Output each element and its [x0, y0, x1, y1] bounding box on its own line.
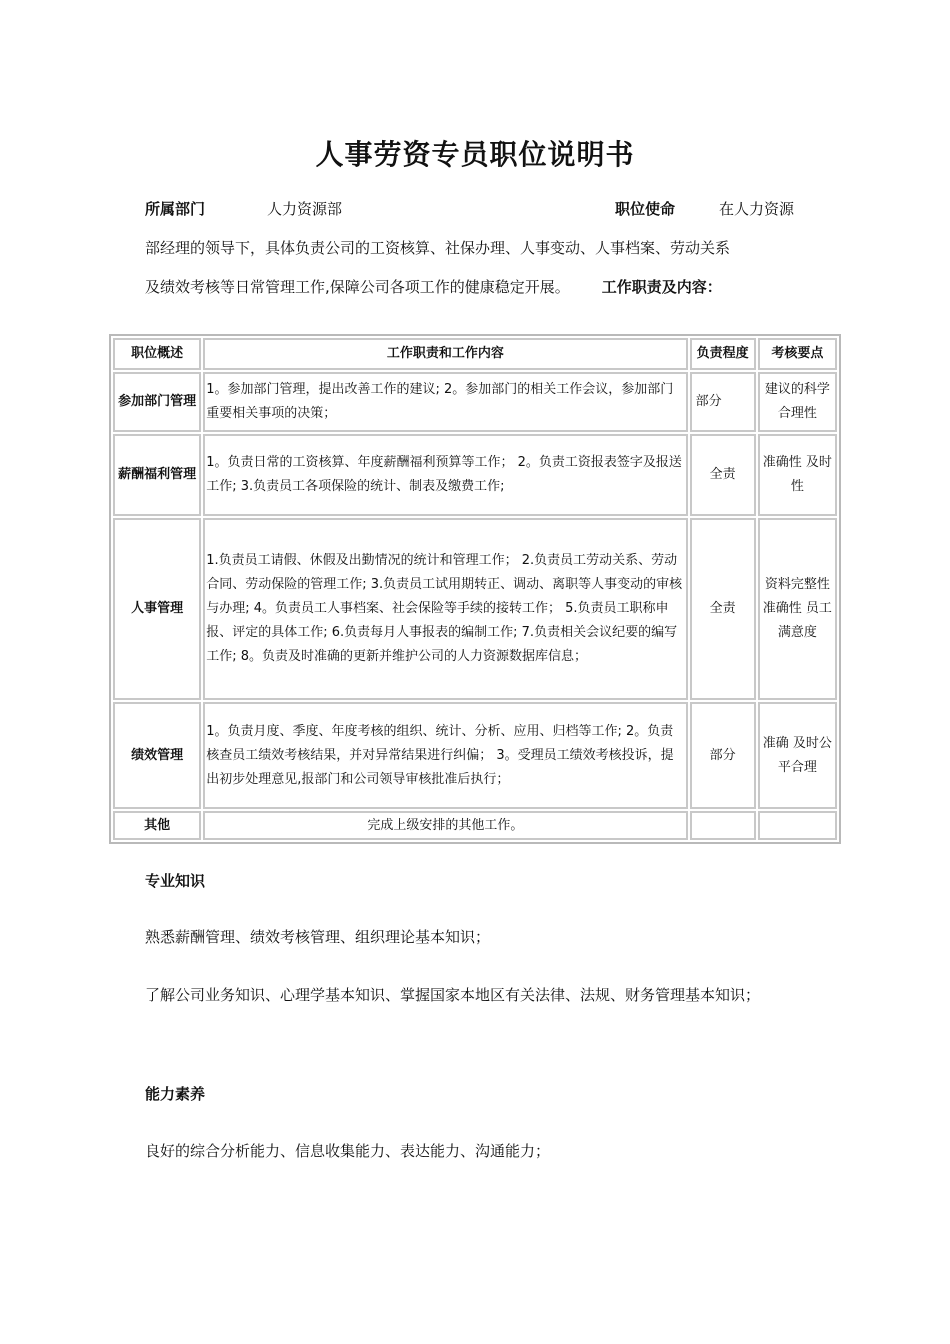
- row-content: 1。负责日常的工资核算、年度薪酬福利预算等工作； 2。负责工资报表签字及报送工作; 3.负责员工各项保险的统计、制表及缴费工作;: [203, 434, 687, 516]
- header-content: 工作职责和工作内容: [203, 338, 687, 370]
- header-overview: 职位概述: [113, 338, 201, 370]
- table-row: [113, 811, 837, 840]
- ability-heading: 能力素养: [145, 1085, 206, 1103]
- row-degree: 全责: [690, 434, 756, 516]
- row-category: 参加部门管理: [113, 372, 201, 432]
- ability-item-1: 良好的综合分析能力、信息收集能力、表达能力、沟通能力；: [145, 1142, 551, 1160]
- mission-start: 在人力资源: [719, 200, 795, 218]
- duties-label: 工作职责及内容：: [601, 278, 722, 296]
- row-points: 建议的科学合理性: [758, 372, 837, 432]
- knowledge-item-2: 了解公司业务知识、心理学基本知识、掌握国家本地区有关法律、法规、财务管理基本知识；: [145, 986, 761, 1004]
- row-category: 人事管理: [113, 518, 201, 701]
- row-degree: 部分: [690, 702, 756, 809]
- row-points: 准确性 及时性: [758, 434, 837, 516]
- row-content: 1.负责员工请假、休假及出勤情况的统计和管理工作； 2.负责员工劳动关系、劳动合同、劳动保险的管理工作; 3.负责员工试用期转正、调动、离职等人事变动的审核与办理; 4。负责员工人事档案、社会保险等手续的接转工作； 5.负责员工职称申报、评定的具体工作; 6.负责每月人事报表的编制工作; 7.负责相关会议纪要的编写工作; 8。负责及时准确的更新并维护公司的人力资源数据库信息；: [203, 518, 687, 701]
- duty-table: [109, 334, 841, 844]
- row-content: 完成上级安排的其他工作。: [203, 811, 687, 840]
- table-header-row: [113, 338, 837, 370]
- dept-value: 人力资源部: [267, 200, 343, 218]
- knowledge-item-1: 熟悉薪酬管理、绩效考核管理、组织理论基本知识；: [145, 928, 491, 946]
- dept-label: 所属部门: [145, 200, 206, 218]
- row-degree: [690, 811, 756, 840]
- row-degree: 全责: [690, 518, 756, 701]
- table-row: [113, 372, 837, 432]
- table-row: [113, 434, 837, 516]
- mission-line-3: [145, 268, 805, 307]
- mission-label: 职位使命: [615, 200, 676, 218]
- row-points: [758, 811, 837, 840]
- mission-line-2: 部经理的领导下，具体负责公司的工资核算、社保办理、人事变动、人事档案、劳动关系: [145, 239, 731, 257]
- table-row: [113, 518, 837, 701]
- header-points: 考核要点: [758, 338, 837, 370]
- row-points: 准确 及时公平合理: [758, 702, 837, 809]
- row-degree: 部分: [690, 372, 756, 432]
- row-category: 其他: [113, 811, 201, 840]
- table-row: [113, 702, 837, 809]
- row-content: 1。参加部门管理，提出改善工作的建议; 2。参加部门的相关工作会议，参加部门重要相关事项的决策；: [203, 372, 687, 432]
- document-title: 人事劳资专员职位说明书: [315, 138, 635, 171]
- row-points: 资料完整性 准确性 员工满意度: [758, 518, 837, 701]
- row-category: 绩效管理: [113, 702, 201, 809]
- header-line: [145, 190, 805, 229]
- header-degree: 负责程度: [690, 338, 756, 370]
- mission-line-3-text: 及绩效考核等日常管理工作,保障公司各项工作的健康稳定开展。: [145, 278, 570, 296]
- row-category: 薪酬福利管理: [113, 434, 201, 516]
- knowledge-heading: 专业知识: [145, 872, 206, 890]
- row-content: 1。负责月度、季度、年度考核的组织、统计、分析、应用、归档等工作; 2。负责核查员工绩效考核结果，并对异常结果进行纠偏； 3。受理员工绩效考核投诉，提出初步处理意见,报部门和公司领导审核批准后执行；: [203, 702, 687, 809]
